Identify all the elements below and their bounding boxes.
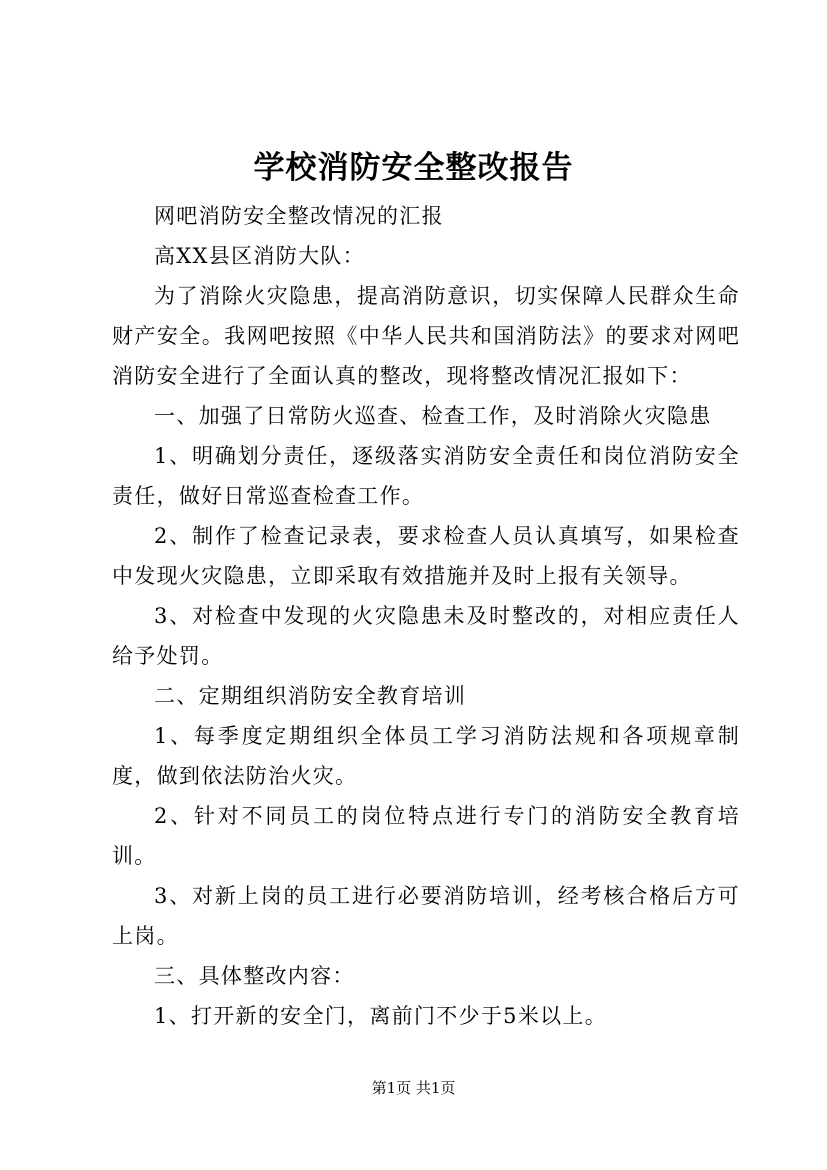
paragraph-item-1-1: 1、明确划分责任，逐级落实消防安全责任和岗位消防安全责任，做好日常巡查检查工作。 bbox=[112, 444, 740, 508]
paragraph-item-3-1: 1、打开新的安全门，离前门不少于5米以上。 bbox=[154, 1004, 608, 1028]
section-heading-1: 一、加强了日常防火巡查、检查工作，及时消除火灾隐患 bbox=[154, 404, 712, 428]
section-heading-3: 三、具体整改内容： bbox=[154, 964, 355, 988]
paragraph-item-1-3: 3、对检查中发现的火灾隐患未及时整改的，对相应责任人给予处罚。 bbox=[112, 604, 740, 668]
page-number-footer: 第1页 共1页 bbox=[371, 1079, 456, 1097]
paragraph-item-1-2: 2、制作了检查记录表，要求检查人员认真填写，如果检查中发现火灾隐患，立即采取有效措施并及时上报有关领导。 bbox=[112, 524, 740, 588]
section-heading-2: 二、定期组织消防安全教育培训 bbox=[154, 684, 467, 708]
document-title: 学校消防安全整改报告 bbox=[253, 150, 574, 186]
paragraph-item-2-3: 3、对新上岗的员工进行必要消防培训，经考核合格后方可上岗。 bbox=[112, 884, 740, 948]
paragraph-item-2-2: 2、针对不同员工的岗位特点进行专门的消防安全教育培训。 bbox=[112, 804, 740, 868]
paragraph-item-2-1: 1、每季度定期组织全体员工学习消防法规和各项规章制度，做到依法防治火灾。 bbox=[112, 724, 740, 788]
paragraph-intro: 为了消除火灾隐患，提高消防意识，切实保障人民群众生命财产安全。我网吧按照《中华人民共和国消防法》的要求对网吧消防安全进行了全面认真的整改，现将整改情况汇报如下： bbox=[112, 284, 740, 388]
document-body bbox=[112, 196, 740, 1036]
paragraph-subtitle: 网吧消防安全整改情况的汇报 bbox=[154, 204, 444, 228]
paragraph-addressee: 高XX县区消防大队： bbox=[154, 244, 365, 268]
